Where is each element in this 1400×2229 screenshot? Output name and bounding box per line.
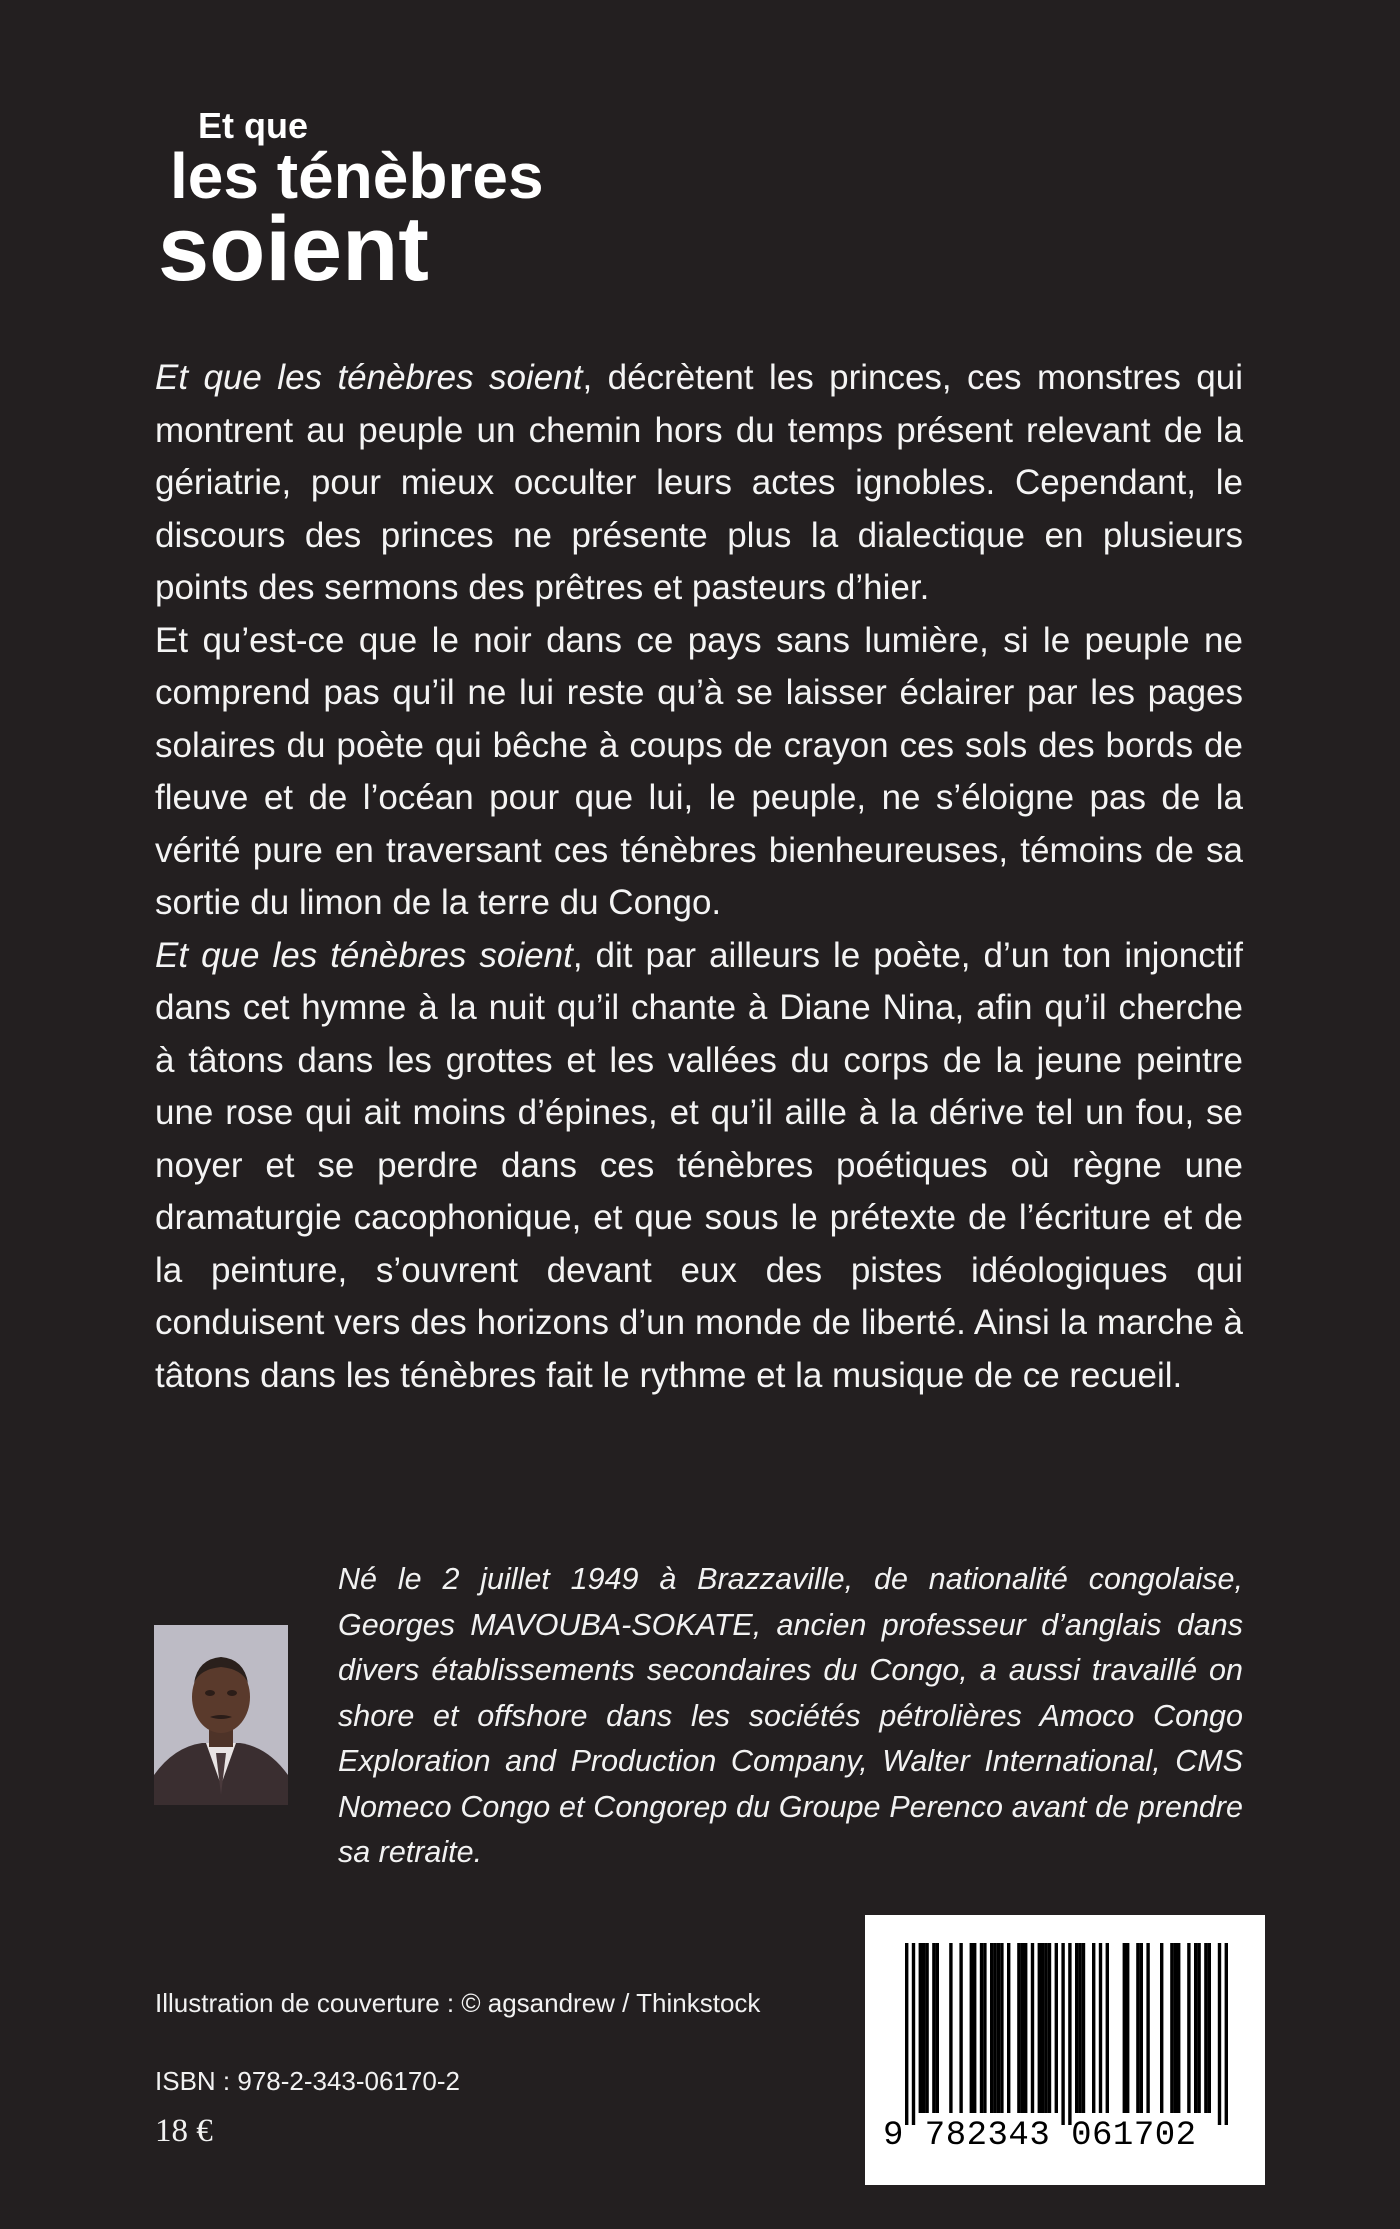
blurb [155, 352, 1243, 1402]
cover-credit: Illustration de couverture : © agsandrew / Thinkstock [155, 1988, 761, 2018]
barcode-bar [919, 1943, 922, 2113]
barcode-bar [1082, 1943, 1085, 2113]
barcode-bar [1024, 1943, 1027, 2113]
barcode-bar [983, 1943, 986, 2113]
barcode-bar [905, 1943, 908, 2125]
barcode-bar [1092, 1943, 1095, 2113]
barcode-bar [925, 1943, 928, 2113]
blurb-paragraph-1-text: , décrètent les princes, ces monstres qui montrent au peuple un chemin hors du temps présent relevant de la gériatrie, pour mieux occulter leurs actes ignobles. Cependant, le discours des princes ne présente plus la dialectique en plusieurs points des sermons des prêtres et pasteurs d’hier. [155, 358, 1243, 607]
barcode-bar [970, 1943, 973, 2113]
barcode-bar [1021, 1943, 1024, 2113]
barcode-bar [1170, 1943, 1173, 2113]
blurb-paragraph-3-text: , dit par ailleurs le poète, d’un ton injonctif dans cet hymne à la nuit qu’il chante à Diane Nina, afin qu’il cherche à tâtons dans les grottes et les vallées du corps de la jeune peintre une rose qui ait moins d’épines, et qu’il aille à la dérive tel un fou, se noyer et se perdre dans ces ténèbres poétiques où règne une dramaturgie cacophonique, et que sous le prétexte de l’écriture et de la peinture, s’ouvrent devant eux des pistes idéologiques qui conduisent vers des horizons d’un monde de liberté. Ainsi la marche à tâtons dans les ténèbres fait le rythme et la musique de ce recueil. [155, 935, 1243, 1395]
title-line-1: Et que [198, 105, 309, 146]
barcode-bar [1174, 1943, 1177, 2113]
blurb-title-emphasis: Et que les ténèbres soient [155, 358, 583, 397]
barcode-bar [1194, 1943, 1197, 2113]
barcode-bar [959, 1943, 962, 2113]
title-line-3: soient [158, 198, 429, 300]
barcode-bar [1044, 1943, 1047, 2113]
barcode-bar [997, 1943, 1000, 2113]
barcode-bar [1031, 1943, 1034, 2113]
barcode-bar [1208, 1943, 1211, 2113]
barcode-bar [912, 1943, 915, 2125]
barcode [865, 1915, 1265, 2185]
author-photo [154, 1625, 288, 1805]
barcode-bar [1225, 1943, 1228, 2125]
barcode-bar [1038, 1943, 1041, 2113]
barcode-bar [1177, 1943, 1180, 2113]
blurb-paragraph-1 [155, 352, 1243, 615]
isbn: ISBN : 978-2-343-06170-2 [155, 2066, 460, 2096]
barcode-bar [1017, 1943, 1020, 2113]
barcode-bar [1197, 1943, 1200, 2113]
book-title [158, 98, 658, 300]
barcode-bar [980, 1943, 983, 2113]
barcode-bar [1099, 1943, 1102, 2113]
barcode-bar [1146, 1943, 1149, 2113]
barcode-bar [1041, 1943, 1044, 2113]
author-portrait-icon [154, 1625, 288, 1805]
barcode-bar [1061, 1943, 1064, 2125]
barcode-bar [1204, 1943, 1207, 2113]
barcode-bar [1218, 1943, 1221, 2125]
author-bio: Né le 2 juillet 1949 à Brazzaville, de nationalité congolaise, Georges MAVOUBA-SOKATE, ancien professeur d’anglais dans divers établissements secondaires du Congo, a aussi travaillé on shore et offshore dans les sociétés pétrolières Amoco Congo Exploration and Production Company, Walter International, CMS Nomeco Congo et Congorep du Groupe Perenco avant de prendre sa retraite. [338, 1562, 1243, 1869]
barcode-digits: 9 782343 061702 [883, 2117, 1197, 2155]
barcode-bar [1187, 1943, 1190, 2113]
barcode-bar [949, 1943, 952, 2113]
barcode-bar [973, 1943, 976, 2113]
price: 18 € [155, 2113, 213, 2149]
barcode-bar [936, 1943, 939, 2113]
barcode-bar [1007, 1943, 1010, 2113]
barcode-bar [1136, 1943, 1139, 2113]
barcode-bar [1075, 1943, 1078, 2113]
barcode-bar [1106, 1943, 1109, 2113]
blurb-title-emphasis: Et que les ténèbres soient [155, 935, 573, 975]
blurb-paragraph-3 [155, 930, 1243, 1403]
barcode-bar [932, 1943, 935, 2113]
barcode-bar [990, 1943, 993, 2113]
barcode-bar [1068, 1943, 1071, 2125]
barcode-bar [1078, 1943, 1081, 2113]
blurb-paragraph-2: Et qu’est-ce que le noir dans ce pays sans lumière, si le peuple ne comprend pas qu’il ne lui reste qu’à se laisser éclairer par les pages solaires du poète qui bêche à coups de crayon ces sols des bords de fleuve et de l’océan pour que lui, le peuple, ne s’éloigne pas de la vérité pure en traversant ces ténèbres bienheureuses, témoins de sa sortie du limon de la terre du Congo. [155, 620, 1243, 922]
barcode-bar [1000, 1943, 1003, 2113]
barcode-bar [993, 1943, 996, 2113]
title-line-2: les ténèbres [170, 140, 544, 212]
barcode-bar [1048, 1943, 1051, 2113]
barcode-bar [1140, 1943, 1143, 2113]
barcode-bar [922, 1943, 925, 2113]
barcode-bar [1160, 1943, 1163, 2113]
barcode-bar [1123, 1943, 1126, 2113]
barcode-bar [1126, 1943, 1129, 2113]
barcode-bar [1055, 1943, 1058, 2113]
